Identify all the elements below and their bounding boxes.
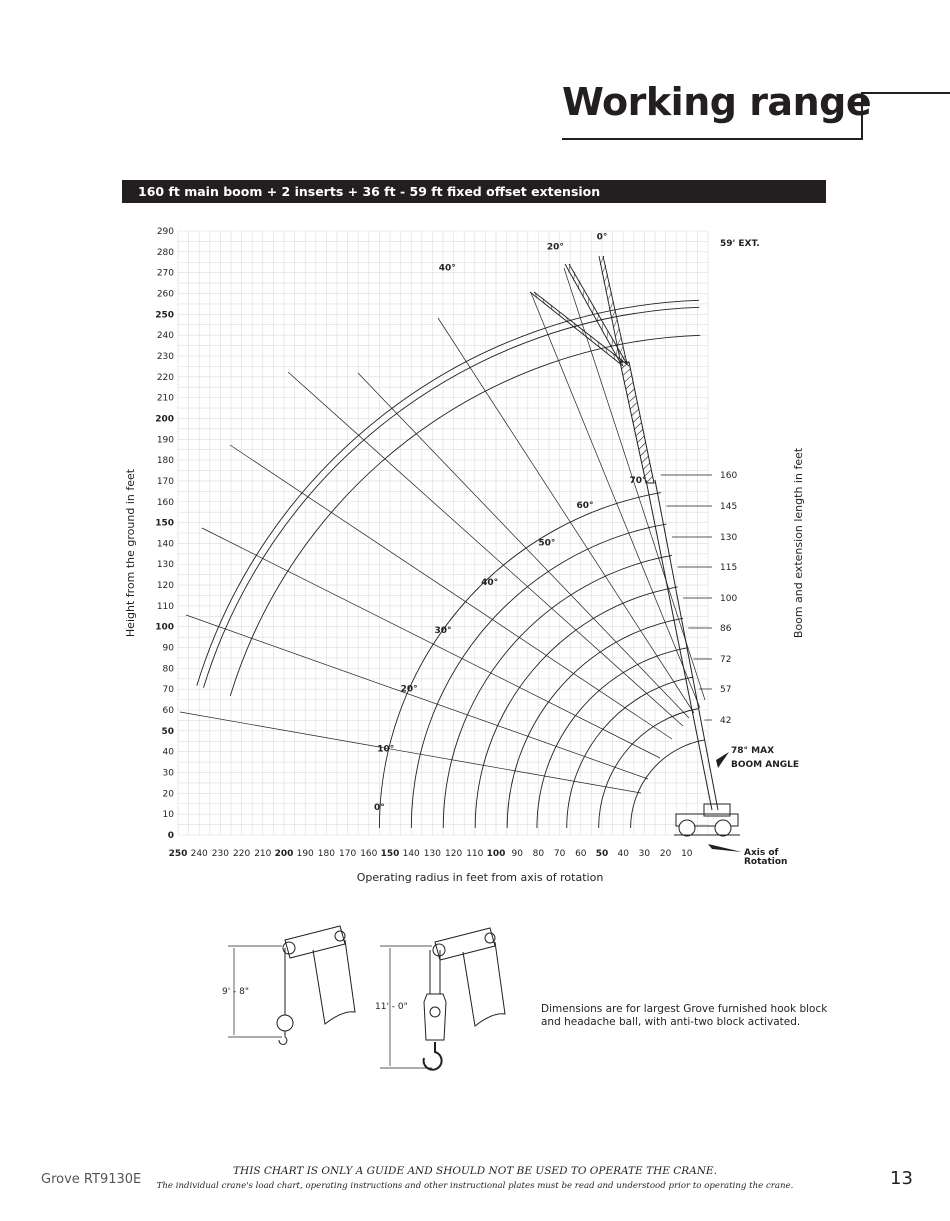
y-tick-label: 230: [156, 351, 174, 362]
x-tick-label: 180: [317, 849, 335, 859]
boom-angle-ray: [180, 712, 641, 793]
lattice-brace: [634, 423, 641, 430]
lattice-brace: [624, 375, 631, 382]
boom-length-label: 160: [720, 471, 738, 481]
boom-angle-ray: [438, 318, 694, 713]
x-tick-label: 70: [553, 849, 566, 859]
y-tick-label: 270: [156, 268, 174, 279]
boom-length-arc: [411, 524, 666, 828]
y-tick-label: 140: [156, 539, 174, 550]
extension-arc-inner: [230, 335, 700, 696]
x-tick-label: 220: [233, 849, 251, 859]
x-tick-label: 240: [190, 849, 208, 859]
y-tick-label: 150: [155, 518, 174, 529]
extension-angle-label: 40°: [438, 263, 456, 274]
y-tick-label: 180: [156, 456, 174, 467]
y-tick-label: 0: [167, 831, 174, 841]
lattice-brace: [646, 476, 653, 483]
y-tick-label: 290: [156, 227, 174, 237]
x-tick-label: 10: [681, 849, 693, 859]
boom-length-arc: [443, 555, 672, 828]
y-tick-label: 100: [155, 622, 174, 633]
hook-dim-block: 11' - 0": [375, 1002, 408, 1012]
footer-model: Grove RT9130E: [41, 1172, 142, 1187]
lattice-brace: [642, 456, 649, 463]
jib-brace: [610, 301, 614, 310]
y-tick-label: 90: [162, 643, 174, 654]
boom-angle-label: 10°: [377, 744, 395, 755]
block-hook-boom-plate: [463, 942, 505, 1026]
ball-hook-sheave-2: [335, 931, 345, 941]
x-axis-title: Operating radius in feet from axis of rotation: [356, 871, 604, 884]
x-tick-label: 200: [274, 849, 294, 859]
jib-brace: [607, 331, 608, 339]
footer-note: The individual crane's load chart, operating instructions and other instructional plates must be read and understood prior to operating the crane.: [156, 1181, 794, 1191]
jib-brace: [613, 319, 617, 328]
boom-length-arc: [507, 618, 683, 828]
x-tick-label: 170: [339, 849, 357, 859]
jib-brace: [604, 274, 608, 283]
ball-hook-hook: [279, 1031, 287, 1044]
max-angle-label-2: BOOM ANGLE: [731, 760, 800, 770]
x-tick-label: 230: [211, 849, 229, 859]
boom-angle-rays: [180, 268, 705, 793]
y-tick-label: 280: [156, 247, 174, 258]
y-tick-label: 10: [162, 810, 174, 821]
block-hook-block-sheave: [430, 1007, 440, 1017]
y-tick-label: 200: [155, 414, 174, 425]
x-tick-label: 210: [254, 849, 272, 859]
y-tick-label: 70: [162, 685, 174, 696]
axis-label: Axis of: [744, 848, 779, 858]
boom-angle-label: 70°: [629, 476, 647, 487]
boom-angle-label: 60°: [576, 501, 594, 512]
x-tick-label: 80: [532, 849, 545, 859]
y-tick-label: 170: [156, 476, 174, 487]
main-boom-edge: [646, 480, 712, 810]
y-tick-label: 220: [156, 372, 174, 383]
y-tick-label: 130: [156, 560, 174, 571]
extension-angle-label: 20°: [546, 242, 564, 253]
boom-angle-label: 40°: [481, 578, 499, 589]
boom-length-label: 57: [720, 685, 732, 695]
boom-insert: [620, 362, 654, 483]
boom-angle-label: 20°: [400, 684, 418, 695]
x-tick-label: 120: [445, 849, 463, 859]
x-tick-label: 100: [486, 849, 506, 859]
boom-length-label: 42: [720, 716, 732, 726]
jib-brace: [606, 283, 610, 292]
page-title: Working range: [562, 80, 872, 124]
lattice-brace: [626, 382, 633, 389]
jib-brace: [616, 347, 617, 355]
boom-length-label: 100: [720, 594, 738, 604]
lattice-brace: [627, 389, 634, 396]
extension-angle-label: 0°: [596, 232, 608, 243]
boom-length-label: 72: [720, 655, 732, 665]
x-tick-label: 30: [638, 849, 651, 859]
chart-banner: 160 ft main boom + 2 inserts + 36 ft - 59 ft fixed offset extension: [122, 180, 826, 203]
axis-label-2: Rotation: [744, 857, 788, 867]
jib-brace: [588, 297, 589, 305]
hook-drawings: [228, 926, 505, 1070]
boom-angle-ray: [230, 445, 672, 739]
x-tick-label: 140: [402, 849, 420, 859]
ball-hook-boom-tip: [285, 926, 345, 958]
page-number: 13: [890, 1168, 913, 1189]
boom-angle-label: 50°: [538, 538, 556, 549]
y-tick-label: 20: [162, 789, 174, 800]
hook-block-note: Dimensions are for largest Grove furnished hook block and headache ball, with anti-two block activated.: [541, 1003, 828, 1028]
jib-brace: [597, 314, 598, 322]
lattice-brace: [623, 369, 631, 376]
y-tick-label: 30: [162, 768, 174, 779]
boom-angle-ray: [186, 615, 648, 779]
block-hook-sheave-2: [485, 933, 495, 943]
lattice-brace: [640, 449, 647, 456]
block-hook-boom-tip: [435, 928, 495, 960]
jib-brace: [583, 289, 584, 297]
y-tick-label: 50: [161, 726, 174, 737]
y-tick-label: 80: [162, 664, 174, 675]
boom-length-arc: [475, 587, 677, 828]
y-tick-label: 40: [162, 747, 174, 758]
y-tick-label: 240: [156, 331, 174, 342]
axis-arrow: [708, 844, 742, 852]
x-tick-label: 90: [511, 849, 523, 859]
lattice-brace: [632, 409, 639, 416]
x-tick-label: 40: [617, 849, 629, 859]
jib-brace: [615, 328, 619, 337]
x-tick-label: 160: [360, 849, 378, 859]
boom-angle-label: 30°: [434, 625, 452, 636]
y-tick-label: 190: [156, 435, 174, 446]
extension-jib: [534, 292, 629, 366]
wheel-rear: [715, 820, 731, 836]
boom-length-label: 130: [720, 533, 738, 543]
max-angle-label: 78° MAX: [731, 746, 775, 756]
x-tick-label: 60: [575, 849, 587, 859]
wheel-front: [679, 820, 695, 836]
y-tick-label: 120: [156, 581, 174, 592]
y-tick-label: 110: [156, 601, 174, 612]
boom-length-label: 115: [720, 563, 738, 573]
block-hook-sheave: [433, 944, 445, 956]
x-tick-label: 150: [380, 849, 400, 859]
jib-brace: [593, 306, 594, 314]
boom-length-label: 86: [720, 624, 732, 634]
ball-hook-boom-plate: [313, 940, 355, 1024]
y-tick-label: 250: [155, 310, 174, 321]
crane-drawing: [530, 256, 740, 836]
x-tick-label: 190: [296, 849, 314, 859]
lattice-brace: [636, 429, 643, 436]
boom-angle-label: 0°: [374, 803, 385, 814]
extension-label: 59' EXT.: [720, 239, 760, 249]
x-tick-label: 110: [466, 849, 484, 859]
ball-hook-ball: [277, 1015, 293, 1031]
y-tick-label: 260: [156, 289, 174, 300]
hook-dim-ball: 9' - 8": [222, 987, 250, 997]
y-tick-label: 60: [162, 706, 174, 717]
block-hook-hook: [424, 1042, 442, 1070]
x-tick-label: 50: [595, 849, 609, 859]
y-axis-title: Height from the ground in feet: [124, 468, 137, 638]
boom-length-arc: [599, 709, 699, 828]
lattice-brace: [629, 396, 636, 403]
footer-warning: THIS CHART IS ONLY A GUIDE AND SHOULD NOT BE USED TO OPERATE THE CRANE.: [233, 1165, 717, 1177]
x-tick-label: 250: [168, 849, 188, 859]
y-tick-label: 210: [156, 393, 174, 404]
max-angle-arrow: [716, 752, 729, 768]
x-tick-label: 130: [423, 849, 441, 859]
boom-length-label: 145: [720, 502, 738, 512]
boom-length-arc: [631, 740, 705, 828]
y-tick-label: 160: [156, 497, 174, 508]
x-tick-label: 20: [659, 849, 672, 859]
right-axis-title: Boom and extension length in feet: [792, 447, 805, 639]
